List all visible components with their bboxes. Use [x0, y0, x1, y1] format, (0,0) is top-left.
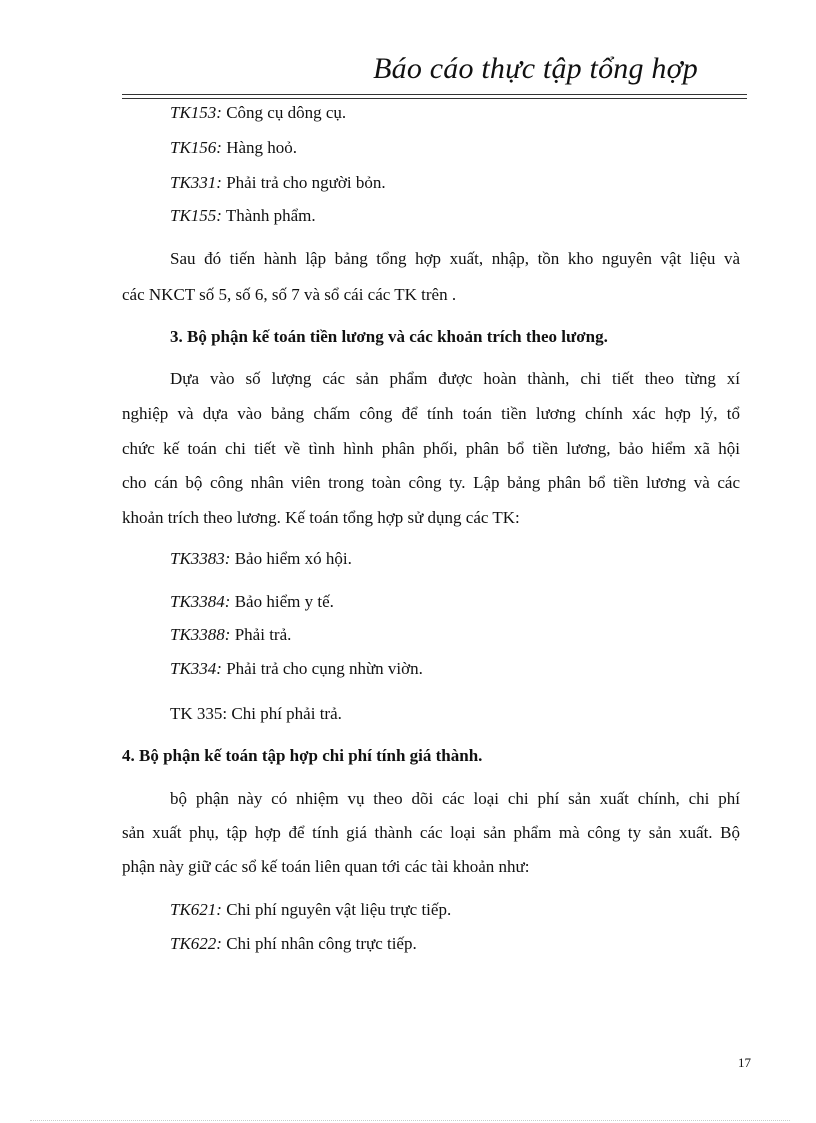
- account-code: TK334:: [170, 659, 222, 678]
- account-desc: Chi phí nguyên vật liệu trực tiếp.: [226, 900, 452, 919]
- account-line: [170, 658, 423, 680]
- account-code: TK153:: [170, 103, 222, 122]
- page-bottom-border: [30, 1120, 790, 1121]
- account-line: [170, 624, 291, 646]
- paragraph-line: phận này giữ các sổ kế toán liên quan tới các tài khoản như:: [122, 857, 530, 876]
- header-rule-top: [122, 94, 747, 95]
- account-line: [170, 933, 417, 955]
- paragraph-line: các NKCT số 5, số 6, số 7 và sổ cái các TK trên .: [122, 285, 457, 304]
- account-code: TK3383:: [170, 549, 231, 568]
- page-number: 17: [738, 1055, 751, 1070]
- account-desc: Phải trả cho người bỏn.: [226, 173, 386, 192]
- account-line: [170, 899, 451, 921]
- account-desc: Chi phí nhân công trực tiếp.: [226, 934, 417, 953]
- header-rule-bottom: [122, 98, 747, 99]
- account-code: TK621:: [170, 900, 222, 919]
- account-code: TK3388:: [170, 625, 231, 644]
- page-header-title: Báo cáo thực tập tổng hợp: [373, 52, 698, 85]
- account-line: [170, 172, 386, 194]
- paragraph-line: sản xuất phụ, tập hợp để tính giá thành các loại sản phẩm mà công ty sản xuất. Bộ: [122, 823, 740, 842]
- account-line: [170, 102, 346, 124]
- account-desc: Hàng hoỏ.: [226, 138, 298, 157]
- account-desc: Thành phẩm.: [225, 206, 316, 225]
- paragraph-line: Sau đó tiến hành lập bảng tổng hợp xuất, nhập, tồn kho nguyên vật liệu và: [170, 249, 740, 268]
- paragraph-line: chức kế toán chi tiết về tình hình phân phối, phân bổ tiền lương, bảo hiểm xã hội: [122, 439, 740, 458]
- paragraph-line: nghiệp và dựa vào bảng chấm công để tính toán tiền lương chính xác hợp lý, tổ: [122, 404, 740, 423]
- account-desc: Bảo hiểm xó hội.: [234, 549, 352, 568]
- account-code: TK156:: [170, 138, 222, 157]
- paragraph-line: Dựa vào số lượng các sản phẩm được hoàn thành, chi tiết theo từng xí: [170, 369, 740, 388]
- account-desc: Công cụ dông cụ.: [226, 103, 347, 122]
- account-line: [170, 591, 334, 613]
- paragraph-line: cho cán bộ công nhân viên trong toàn công ty. Lập bảng phân bổ tiền lương và các: [122, 473, 740, 492]
- section-heading-4: 4. Bộ phận kế toán tập hợp chi phí tính giá thành.: [122, 746, 483, 765]
- account-desc: Phải trả.: [234, 625, 292, 644]
- account-desc: Phải trả cho cụng nhừn viờn.: [226, 659, 423, 678]
- paragraph-line: bộ phận này có nhiệm vụ theo dõi các loại chi phí sản xuất chính, chi phí: [170, 789, 740, 808]
- account-line: [170, 205, 316, 227]
- account-line-tk335: TK 335: Chi phí phải trả.: [170, 704, 342, 723]
- account-desc: Bảo hiểm y tế.: [234, 592, 334, 611]
- account-code: TK155:: [170, 206, 222, 225]
- account-code: TK3384:: [170, 592, 231, 611]
- account-line: [170, 548, 352, 570]
- paragraph-line: khoản trích theo lương. Kế toán tổng hợp sử dụng các TK:: [122, 508, 520, 527]
- account-code: TK622:: [170, 934, 222, 953]
- account-line: [170, 137, 297, 159]
- account-code: TK331:: [170, 173, 222, 192]
- section-heading-3: 3. Bộ phận kế toán tiền lương và các khoản trích theo lương.: [170, 327, 608, 346]
